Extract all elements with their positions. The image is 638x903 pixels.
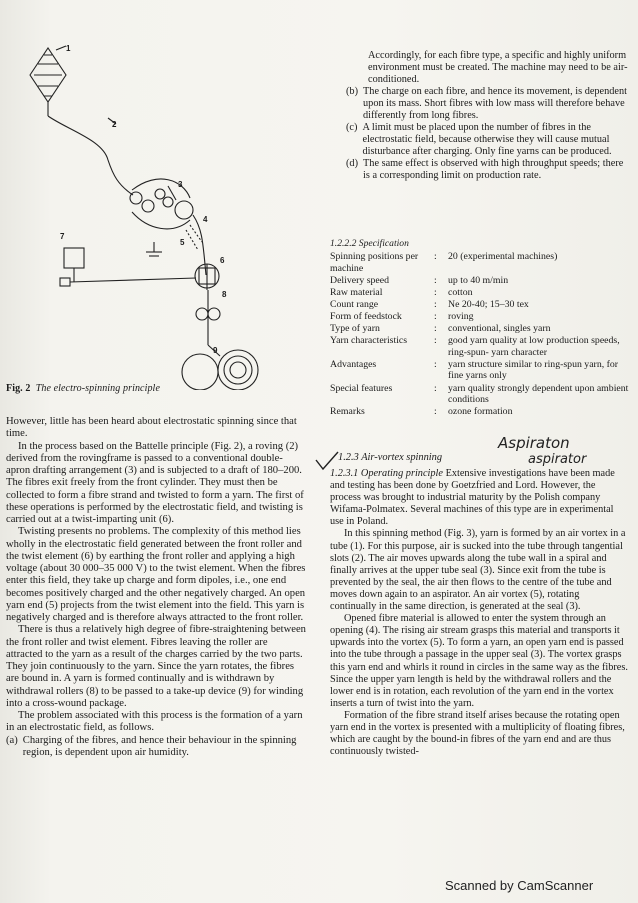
list-item-c: [332, 122, 628, 158]
spec-key: Type of yarn: [330, 323, 380, 335]
spec-key: Spinning positions per machine: [330, 251, 419, 274]
figure-label-2: 2: [112, 120, 117, 129]
list-item-text: A limit must be placed upon the number of fibres in the electrostatic field, because otherwise they will cause mutual disturbance after charging. Only fine yarns can be produced.: [362, 122, 612, 158]
specification-heading: 1.2.2.2 Specification: [330, 238, 409, 249]
spec-row: Delivery speed : up to 40 m/min: [330, 275, 630, 287]
list-item-text: The charge on each fibre, and hence its movement, is dependent upon its mass. Short fibres with low mass will therefore behave differently from long fibres.: [363, 86, 628, 122]
figure-label-1: 1: [66, 44, 71, 53]
list-item-text: The same effect is observed with high throughput speeds; there is a corresponding limit on production rate.: [363, 158, 624, 182]
air-vortex-paragraph-4: Formation of the fibre strand itself arises because the rotating open yarn end in the vortex is presented with a multiplicity of floating fibres, which are caught by the bound-in fibres of the yarn end and are thus continuously twisted-: [330, 709, 625, 758]
list-item-label: (d): [346, 158, 359, 170]
spec-key: Remarks: [330, 406, 365, 418]
list-item-label: (b): [346, 86, 359, 98]
left-paragraph-2: In the process based on the Battelle principle (Fig. 2), a roving (2) derived from the rovingframe is passed to a conventional double-apron drafting arrangement (3) and is subjected to a draft of 180–200. The fibres exit freely from the front cylinder. They must then be collected to form a fibre strand and twisted to form a yarn. The first of these operations is performed by the electrostatic field, and twisting is carried out at a twist-imparting unit (6).: [6, 440, 304, 525]
spec-key: Yarn characteristics: [330, 335, 408, 347]
spec-value: good yarn quality at low production speeds, ring-spun- yarn character: [448, 335, 620, 358]
figure-label-6: 6: [220, 256, 225, 265]
list-item-b: [332, 86, 628, 122]
spec-value: 20 (experimental machines): [448, 251, 558, 262]
figure-label-4: 4: [203, 215, 208, 224]
air-vortex-paragraph-1: Extensive investigations have been made and testing has been done by Goetzfried and Lord. However, the process was brought to industrial maturity by the Polish company Wifama-Polmatex. Several machines of this type are in experimental use in Poland.: [330, 468, 615, 528]
electro-spinning-diagram: [8, 20, 308, 390]
spec-key: Form of feedstock: [330, 310, 402, 322]
list-item-label: (c): [346, 122, 358, 134]
spec-row: Form of feedstock : roving: [330, 311, 630, 323]
list-item-d: [332, 158, 628, 182]
spec-value: conventional, singles yarn: [448, 323, 551, 335]
figure-label-9: 9: [213, 346, 218, 355]
spec-key: Special features: [330, 382, 393, 394]
spec-value: yarn structure similar to ring-spun yarn, for fine yarns only: [448, 358, 619, 382]
left-paragraph-4: There is thus a relatively high degree of fibre-straightening between the front roller and twist element. Fibres leaving the roller are attracted to the yarn as a result of the charges carried by the two parts. They join continuously to the yarn. Since the yarn rotates, the fibres are bound in. A yarn is formed continually and is withdrawn by withdrawal rollers (8) to be passed to a take-up device (9) for winding into a cross-wound package.: [6, 624, 306, 709]
spec-key: Delivery speed: [330, 274, 390, 286]
spec-row: Type of yarn : conventional, singles yarn: [330, 323, 630, 335]
air-vortex-heading: 1.2.3 Air-vortex spinning: [338, 452, 443, 463]
specification-table: [330, 251, 630, 418]
figure-label-7: 7: [60, 232, 65, 241]
handwritten-note-aspirator: aspirator: [528, 452, 587, 467]
figure-label-5: 5: [180, 238, 185, 247]
spec-value: up to 40 m/min: [448, 274, 509, 286]
list-item-a: [6, 735, 306, 760]
spec-row: Raw material : cotton: [330, 287, 630, 299]
spec-row: Advantages : yarn structure similar to ring-spun yarn, for fine yarns only: [330, 359, 630, 382]
figure-label-3: 3: [178, 180, 183, 189]
spec-key: Advantages: [330, 358, 377, 370]
right-intro-paragraph: Accordingly, for each fibre type, a specific and highly uniform environment must be created. The machine may need to be air-conditioned.: [368, 50, 628, 86]
left-paragraph-1: However, little has been heard about electrostatic spinning since that time.: [6, 416, 297, 440]
spec-value: roving: [448, 310, 474, 322]
left-paragraph-5: The problem associated with this process is the formation of a yarn in an electrostatic field, as follows.: [6, 710, 303, 734]
spec-value: cotton: [448, 286, 473, 298]
list-item-text: Charging of the fibres, and hence their behaviour in the spinning region, is dependent upon air humidity.: [22, 734, 297, 758]
spec-value: Ne 20-40; 15–30 tex: [448, 298, 529, 310]
scanner-watermark: Scanned by CamScanner: [445, 878, 594, 893]
right-column-body: [330, 468, 628, 758]
air-vortex-paragraph-3: Opened fibre material is allowed to enter the system through an opening (4). The rising air stream grasps this material and transports it upwards into the vortex (5). To form a yarn, an open yarn end is passed into the tube through a passage in the upper seal (3). The vortex grasps this yarn end and whirls it round in circles in the same way as the fibres. Since the upper yarn length is held by the withdrawal rollers and the lower end is in rotation, each revolution of the yarn end in the vortex inserts a turn of twist into the yarn.: [330, 613, 628, 709]
figure-label-8: 8: [222, 290, 227, 299]
air-vortex-paragraph-2: In this spinning method (Fig. 3), yarn is formed by an air vortex in a tube (1). For this purpose, air is sucked into the tube through tangential slots (2). The air moves upwards along the tube wall in a spiral and finally arrives at the upper tube seal (3). Since exit from the tube is prevented by the seal, the air then flows to the centre of the tube and moves down again to an aspirator. An air vortex (5), rotating continually in the same direction, is generated at the seal (3).: [330, 528, 626, 613]
spec-value: ozone formation: [448, 406, 513, 418]
spec-row: Remarks : ozone formation: [330, 406, 630, 418]
figure-caption: [6, 383, 160, 394]
spec-value: yarn quality strongly dependent upon ambient conditions: [448, 382, 629, 406]
spec-key: Raw material: [330, 286, 383, 298]
spec-key: Count range: [330, 298, 379, 310]
operating-principle-subheading: 1.2.3.1 Operating principle: [330, 468, 443, 479]
right-column-top: [332, 50, 628, 183]
spec-row: Special features : yarn quality strongly dependent upon ambient conditions: [330, 382, 629, 406]
spec-row: Count range : Ne 20-40; 15–30 tex: [330, 299, 630, 311]
left-paragraph-3: Twisting presents no problems. The complexity of this method lies wholly in the electrostatic field generated between the front roller and the twist element (6) by earthing the front roller and applying a high voltage (about 30 000–35 000 V) to the twist element. When the fibres enter this field, they take up charge and form dipoles, i.e., one end becomes positively charged and the other negatively charged. An open yarn end (5) projects from the twist element into the field. This yarn is negatively charged and is therefore always attracted to the front roller.: [6, 526, 306, 623]
list-item-label: (a): [6, 734, 18, 746]
figure-caption-number: Fig. 2: [6, 383, 31, 394]
left-column: [6, 416, 306, 759]
spec-row: Yarn characteristics : good yarn quality at low production speeds, ring-spun- yarn character: [330, 335, 630, 358]
handwritten-note-aspiraton: Aspiraton: [498, 434, 570, 452]
figure-caption-text: The electro-spinning principle: [35, 383, 160, 394]
spec-row: Spinning positions per machine : 20 (experimental machines): [330, 251, 630, 274]
